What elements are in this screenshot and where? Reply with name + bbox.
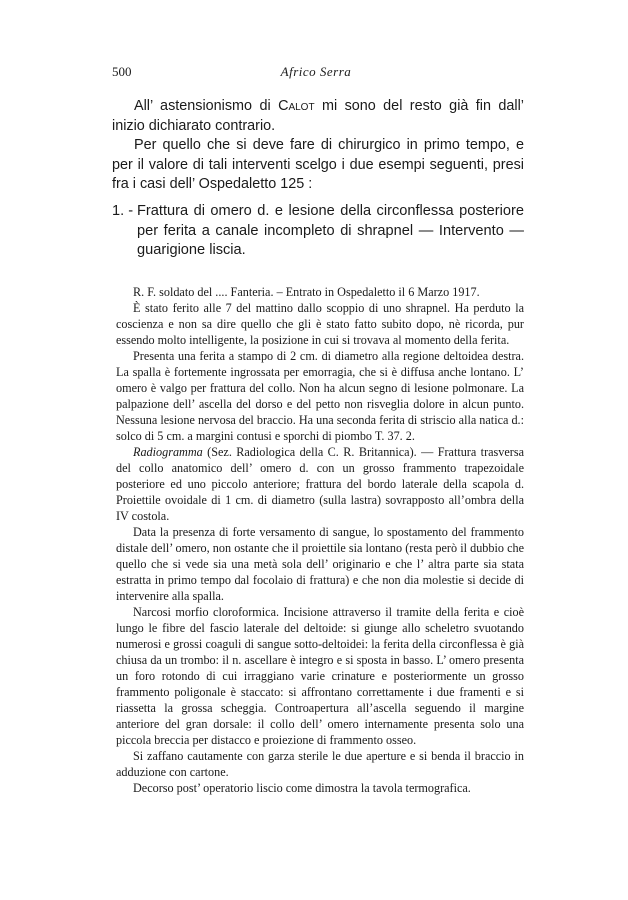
case-heading <box>112 202 524 261</box>
body-paragraph-2: È stato ferito alle 7 del mattino dallo scoppio di uno shrapnel. Ha perduto la coscienza e non sa dire quello che gli è stato fatto subito dopo, nè ricorda, pur essendo molto intelligente, la posizione in cui si trovava al momento della ferita. <box>116 301 524 347</box>
page-header <box>112 64 520 84</box>
body-paragraph-8: Decorso post’ operatorio liscio come dimostra la tavola termografica. <box>133 781 471 795</box>
running-title: Africo Serra <box>280 64 352 79</box>
body-paragraph-5: Data la presenza di forte versamento di sangue, lo spostamento del frammento distale dell’ omero, non ostante che il proiettile sia lontano (resta però il dubbio che quello che si vede sia una metà sola dell’ originario e che l’ altra parte sia stata estratta in primo tempo dal focolaio di frattura) e che non dia molestie si decide di intervenire alla spalla. <box>116 525 524 603</box>
body-paragraph-7: Si zaffano cautamente con garza sterile le due aperture e si benda il braccio in adduzione con cartone. <box>116 749 524 779</box>
case-report-body <box>116 284 524 796</box>
intro-paragraph-2: Per quello che si deve fare di chirurgico in primo tempo, e per il valore di tali interventi scelgo i due esempi seguenti, presi fra i casi dell’ Ospedaletto 125 : <box>112 137 524 192</box>
body-paragraph-6: Narcosi morfio cloroformica. Incisione attraverso il tramite della ferita e cioè lungo le fibre del fascio laterale del deltoide: si giunge allo scheletro svuotando numerosi e grossi coaguli di sangue sotto-deltoidei: la ferita della circonflessa è già chiusa da un trombo: il n. ascellare è integro e si sposta in basso. L’ omero presenta un foro rotondo di cui irraggiano varie crinature e posteriormente un grosso frammento poligonale è staccato: si affrontano correttamente i due framenti e si riassetta la grossa scheggia. Controapertura all’ascella seguendo il margine anteriore del gran dorsale: il collo dell’ omero internamente presenta solo una piccola breccia per distacco e proiezione di frammento osseo. <box>116 605 524 747</box>
case-title: Frattura di omero d. e lesione della circonflessa posteriore per ferita a canale incompleto di shrapnel — Intervento — guarigione liscia. <box>137 203 524 258</box>
radiogramma-label: Radiogramma <box>133 445 203 459</box>
intro-paragraph-1: All’ astensionismo di Calot mi sono del resto già fin dall’ inizio dichiarato contrario. <box>112 98 524 134</box>
body-paragraph-3: Presenta una ferita a stampo di 2 cm. di diametro alla regione deltoidea destra. La spalla è fortemente ingrossata per emorragia, che si è diffusa anche lontano. L’ omero è valgo per frattura del collo. Non ha alcun segno di lesione polmonare. La palpazione dell’ ascella del dorso e del petto non risveglia dolore in alcun punto. Nessuna lesione nervosa del braccio. Ha una seconda ferita di striscio alla natica d.: solco di 5 cm. a margini contusi e sporchi di piombo T. 37. 2. <box>116 349 524 443</box>
body-paragraph-1: R. F. soldato del .... Fanteria. – Entrato in Ospedaletto il 6 Marzo 1917. <box>133 285 480 299</box>
page-number: 500 <box>112 64 132 79</box>
case-number: 1. - <box>112 203 134 219</box>
author-name-calot: Calot <box>278 98 315 114</box>
body-paragraph-4: Radiogramma (Sez. Radiologica della C. R. Britannica). — Frattura trasversa del collo anatomico dell’ omero d. con un grosso frammento trapezoidale posteriore ed uno piccolo anteriore; frattura del bordo laterale della scapola d. Proiettile ovoidale di 1 cm. di diametro (sulla lastra) sovrapposto all’ombra della IV costola. <box>116 445 524 523</box>
